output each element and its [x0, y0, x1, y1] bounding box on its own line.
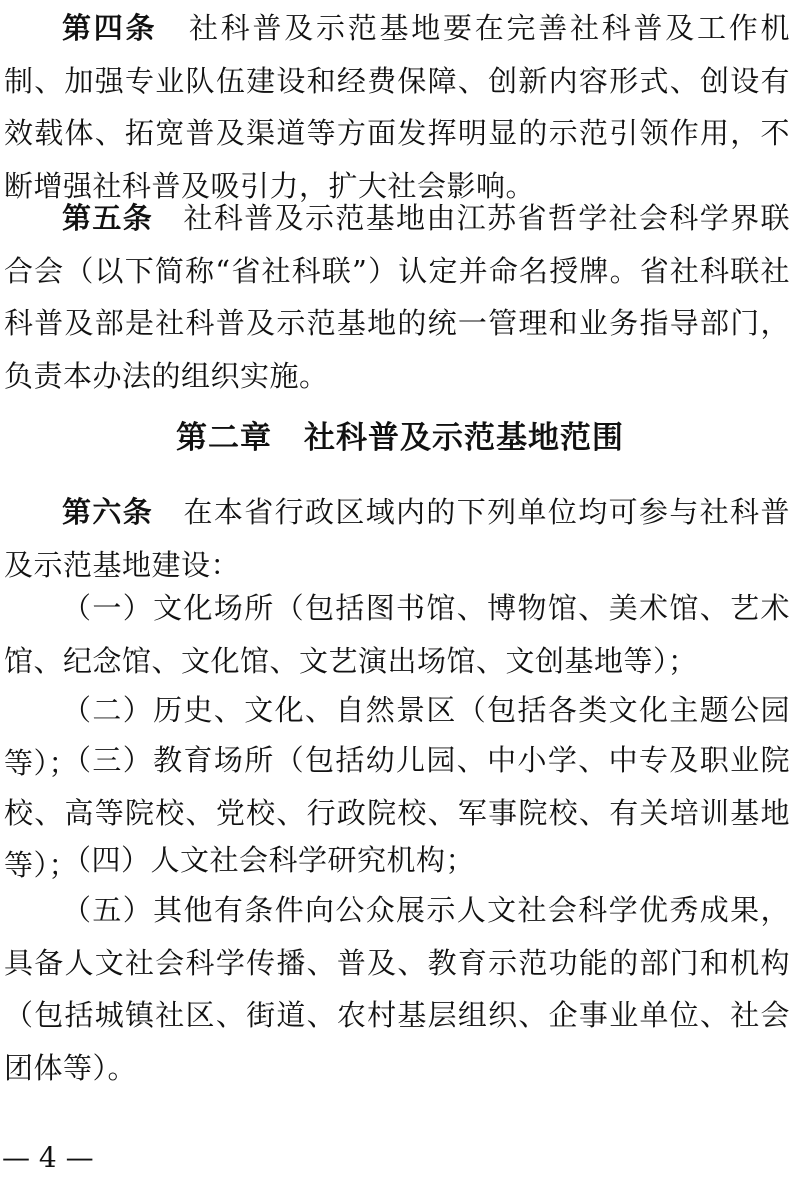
article-6-item-3: （三）教育场所（包括幼儿园、中小学、中专及职业院校、高等院校、党校、行政院校、军事院校、有关培训基地等）；: [4, 743, 790, 882]
article-6-item-2: （二）历史、文化、自然景区（包括各类文化主题公园等）；: [4, 693, 790, 780]
article-5-text: 社科普及示范基地由江苏省哲学社会科学界联合会（以下简称“省社科联”）认定并命名授牌。省社科联社科普及部是社科普及示范基地的统一管理和业务指导部门，负责本办法的组织实施。: [4, 201, 790, 393]
page-number: — 4 —: [2, 1141, 94, 1174]
article-6-text: 在本省行政区域内的下列单位均可参与社科普及示范基地建设：: [4, 495, 790, 582]
article-6-item-1: （一）文化场所（包括图书馆、博物馆、美术馆、艺术馆、纪念馆、文化馆、文艺演出场馆、文创基地等）；: [4, 591, 790, 678]
article-4-text: 社科普及示范基地要在完善社科普及工作机制、加强专业队伍建设和经费保障、创新内容形式、创设有效载体、拓宽普及渠道等方面发挥明显的示范引领作用，不断增强社科普及吸引力，扩大社会影响。: [4, 11, 790, 203]
article-5: [4, 192, 790, 402]
article-6-item-5: （五）其他有条件向公众展示人文社会科学优秀成果，具备人文社会科学传播、普及、教育示范功能的部门和机构（包括城镇社区、街道、农村基层组织、企事业单位、社会团体等）。: [4, 893, 790, 1085]
article-6-item-4: （四）人文社会科学研究机构；: [62, 843, 476, 877]
article-4-heading: 第四条: [62, 11, 158, 45]
article-4: [4, 2, 790, 212]
article-6-heading: 第六条: [62, 495, 154, 529]
article-6: [4, 486, 790, 591]
article-5-heading: 第五条: [62, 201, 154, 235]
chapter-title: 第二章 社科普及示范基地范围: [176, 420, 624, 456]
